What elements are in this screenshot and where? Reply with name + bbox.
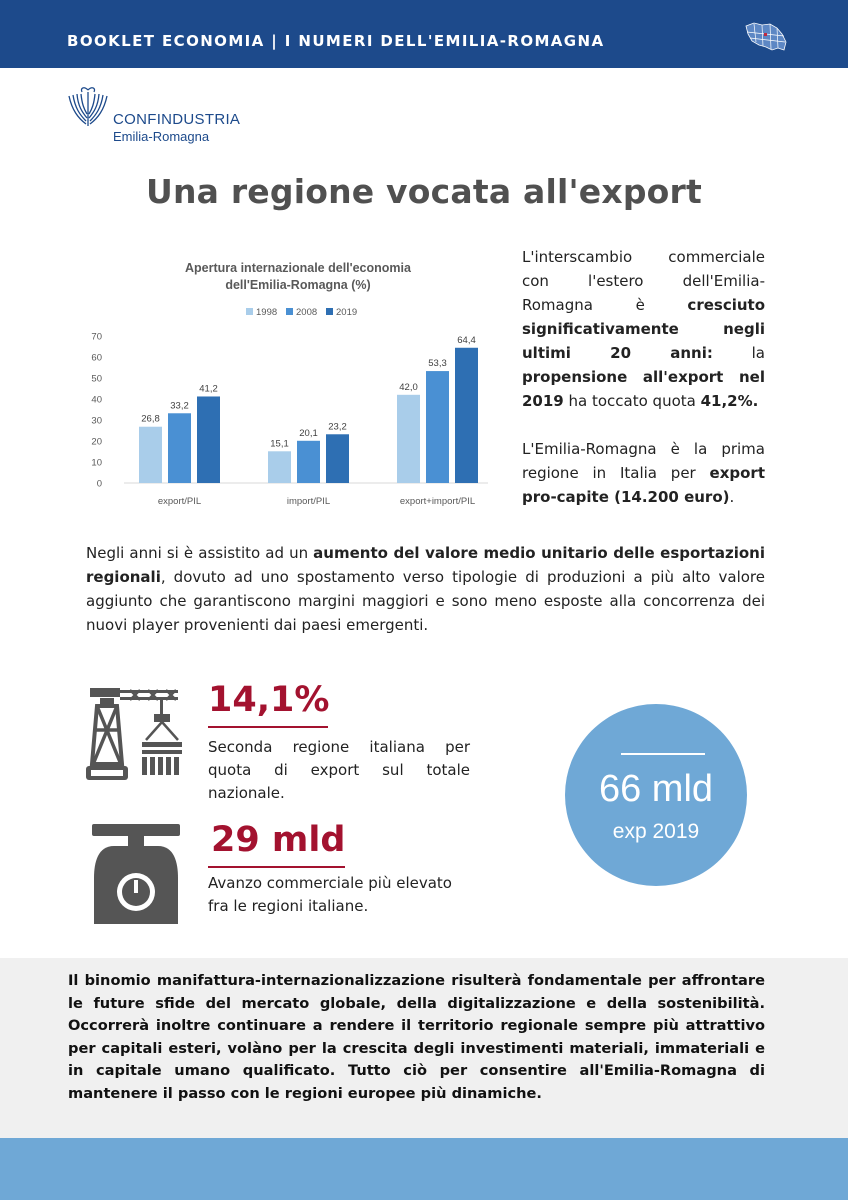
trade-surplus-value: 29 mld <box>211 820 346 860</box>
export-share-value: 14,1% <box>208 680 330 720</box>
x-category-label: export/PIL <box>157 496 202 507</box>
footer-band <box>0 1138 848 1200</box>
logo-name: CONFINDUSTRIA <box>113 111 241 128</box>
bar-1998-2 <box>397 395 420 483</box>
header-bar <box>0 0 848 68</box>
text-run: L'Emilia-Romagna è la prima regione in Italia per <box>522 440 765 482</box>
confindustria-eagle-icon <box>66 84 110 128</box>
trade-surplus-description: Avanzo commerciale più elevato fra le regioni italiane. <box>208 874 452 915</box>
bar-1998-0 <box>139 427 162 483</box>
y-tick-label: 20 <box>91 436 102 448</box>
bar-1998-1 <box>268 451 291 483</box>
legend-swatch-1998 <box>246 308 253 315</box>
bar-data-label: 33,2 <box>170 400 189 412</box>
legend-swatch-2008 <box>286 308 293 315</box>
circle-divider <box>621 753 705 755</box>
confindustria-logo <box>66 84 266 148</box>
chart-svg <box>80 250 500 520</box>
chart-title-line: dell'Emilia-Romagna (%) <box>225 278 371 292</box>
closing-paragraph: Il binomio manifattura-internazionalizzazione risulterà fondamentale per affrontare le future sfide del mercato globale, della digitalizzazione e della sostenibilità. Occorrerà inoltre continuare a rendere il territorio regionale sempre più attrattivo per capitali esteri, volàno per la crescita degli investimenti materiali, immateriali e in capitale umano qualificato. Tutto ciò per consentire all'Emilia-Romagna di mantenere il passo con le regioni europee più dinamiche. <box>68 972 765 1102</box>
export-share-underline <box>208 726 328 728</box>
bar-data-label: 41,2 <box>199 383 218 395</box>
weighing-scale-icon <box>92 824 180 926</box>
y-tick-label: 10 <box>91 457 102 469</box>
chart-title-line: Apertura internazionale dell'economia <box>185 261 411 275</box>
legend-swatch-2019 <box>326 308 333 315</box>
text-run: . <box>729 488 735 506</box>
y-tick-label: 60 <box>91 352 102 364</box>
bold-text-run: cresciuto significativamente negli ultimi 20 anni: <box>522 296 765 362</box>
bold-text-run: aumento del valore medio unitario delle esportazioni regionali <box>86 544 765 586</box>
bar-data-label: 64,4 <box>457 334 476 346</box>
text-run: Negli anni si è assistito ad un <box>86 544 314 562</box>
y-tick-label: 50 <box>91 373 102 385</box>
legend-label-2008: 2008 <box>296 307 318 318</box>
legend-label-2019: 2019 <box>336 307 358 318</box>
booklet-title: BOOKLET ECONOMIA | I NUMERI DELL'EMILIA-ROMAGNA <box>67 32 605 50</box>
bar-2019-0 <box>197 396 220 483</box>
bar-2008-1 <box>297 441 320 483</box>
export-total-value: 66 mld <box>598 768 714 810</box>
bold-text-run: export pro-capite (14.200 euro) <box>522 464 765 506</box>
y-tick-label: 40 <box>91 394 102 406</box>
y-tick-label: 70 <box>91 331 102 343</box>
intro-text <box>522 245 765 533</box>
text-run: la <box>712 344 765 362</box>
bar-data-label: 15,1 <box>270 438 289 450</box>
export-total-circle <box>565 704 747 886</box>
x-category-label: import/PIL <box>286 496 331 507</box>
y-tick-label: 30 <box>91 415 102 427</box>
text-run: L'interscambio commerciale con l'estero dell'Emilia-Romagna è <box>522 248 765 314</box>
bar-data-label: 20,1 <box>299 427 318 439</box>
x-category-label: export+import/PIL <box>399 496 476 507</box>
trade-surplus-underline <box>208 866 345 868</box>
intro-paragraph-2 <box>522 437 765 509</box>
legend-label-1998: 1998 <box>256 307 278 318</box>
bar-2019-1 <box>326 434 349 483</box>
page-title: Una regione vocata all'export <box>145 172 703 211</box>
bold-text-run: propensione all'export nel 2019 <box>522 368 765 410</box>
logo-subtitle: Emilia-Romagna <box>113 129 210 144</box>
bar-data-label: 23,2 <box>328 421 347 433</box>
bold-text-run: 41,2%. <box>700 392 759 410</box>
text-run: ha toccato quota <box>563 392 701 410</box>
bar-data-label: 26,8 <box>141 413 160 425</box>
unit-value-paragraph <box>86 541 765 637</box>
export-total-caption: exp 2019 <box>612 820 700 843</box>
export-share-description: Seconda regione italiana per quota di export sul totale nazionale. <box>208 738 470 802</box>
port-crane-icon <box>84 684 190 788</box>
bar-data-label: 53,3 <box>428 358 447 370</box>
intro-paragraph-1 <box>522 245 765 413</box>
bar-2008-0 <box>168 413 191 483</box>
emilia-romagna-map-icon <box>744 20 788 54</box>
y-tick-label: 0 <box>96 478 102 490</box>
bar-2019-2 <box>455 348 478 483</box>
export-openness-chart <box>80 250 500 520</box>
bar-2008-2 <box>426 371 449 483</box>
text-run: , dovuto ad uno spostamento verso tipologie di produzioni a più alto valore aggiunto che garantiscono margini maggiori e sono meno esposte alla concorrenza dei nuovi player provenienti dai paesi emergenti. <box>86 568 765 634</box>
bar-data-label: 42,0 <box>399 381 418 393</box>
